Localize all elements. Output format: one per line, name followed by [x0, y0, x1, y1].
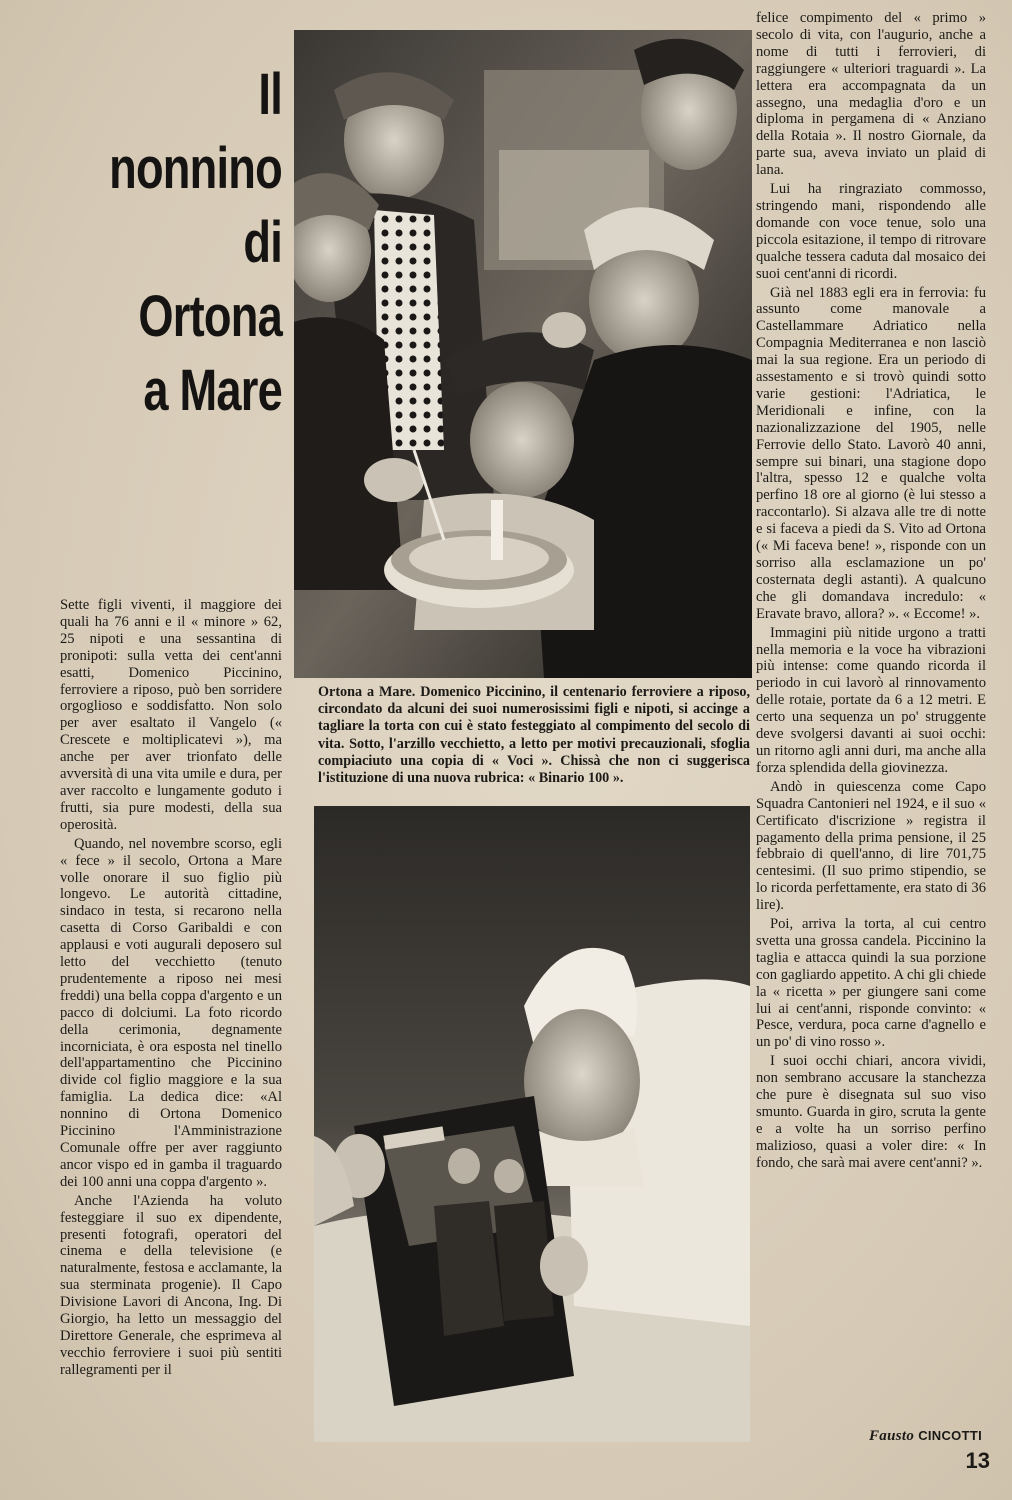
- article-paragraph: felice compimento del « primo » secolo di vita, con l'augurio, anche a nome di tutti i ferrovieri, di raggiungere « ulteriori traguardi ». La lettera era accompagnata da un assegno, una medaglia d'oro e un diploma in pergamena di « Anziano della Rotaia ». Il nostro Giornale, da parte sua, aveva inviato un plaid di lana.: [756, 10, 986, 179]
- headline-line: a Mare: [143, 358, 282, 423]
- headline-line: nonnino: [109, 136, 282, 201]
- photo-cake-celebration: [294, 30, 752, 678]
- headline-line: Ortona: [138, 284, 282, 349]
- article-column-right: [756, 10, 986, 1174]
- article-column-left: [60, 597, 282, 1381]
- article-paragraph: Poi, arriva la torta, al cui centro svetta una grossa candela. Piccinino la taglia e attacca quindi la sua porzione con gagliardo appetito. A chi gli chiede la « ricetta » per giungere sani come lui ai cent'anni, risponde convinto: « Pesce, verdura, poca carne d'agnello e un po' di vino rosso ».: [756, 916, 986, 1051]
- photo-reading-magazine: [314, 806, 750, 1442]
- author-byline: [869, 1428, 982, 1445]
- article-paragraph: Andò in quiescenza come Capo Squadra Cantonieri nel 1924, e il suo « Certificato d'iscrizione » registra il pagamento della prima pensione, il 25 febbraio di quell'anno, di lire 701,75 centesimi. (Il suo primo stipendio, se lo ricorda perfettamente, era stato di 36 lire).: [756, 778, 986, 914]
- article-paragraph: Sette figli viventi, il maggiore dei quali ha 76 anni e il « minore » 62, 25 nipoti e una sessantina di pronipoti: sulla vetta dei cent'anni esatti, Domenico Piccinino, ferroviere a riposo, può ben sorridere orgoglioso e soddisfatto. Non solo per aver esaltato il Vangelo (« Crescete e moltiplicatevi »), ma anche per aver trionfato delle avversità di una vita umile e dura, per aver raccolto e lungamente goduto i frutti, sia pure modesti, della sua operosità.: [60, 597, 282, 833]
- author-first-name: Fausto: [868, 1428, 915, 1444]
- photo-reading-graphic: [314, 806, 750, 1442]
- article-paragraph: I suoi occhi chiari, ancora vividi, non sembrano accusare la stanchezza che pure è disegnata sul suo viso smunto. Guarda in giro, scruta la gente e a volte ha un sorriso perfino malizioso, quasi a voler dire: « In fondo, che sarà mai avere cent'anni? ».: [756, 1053, 986, 1171]
- page-number: 13: [965, 1448, 990, 1473]
- headline: [60, 58, 282, 428]
- photo-caption: Ortona a Mare. Domenico Piccinino, il centenario ferroviere a riposo, circondato da alcuni dei suoi numerosissimi figli e nipoti, si accinge a tagliare la torta con cui è stato festeggiato al compimento del secolo di vita. Sotto, l'arzillo vecchietto, a letto per motivi precauzionali, sfoglia compiaciuto una copia di « Voci ». Chissà che non ci suggerisca l'istituzione di una nuova rubrica: « Binario 100 ».: [318, 684, 750, 787]
- author-last-name: CINCOTTI: [918, 1428, 982, 1443]
- photo-cake-graphic: [294, 30, 752, 678]
- article-paragraph: Già nel 1883 egli era in ferrovia: fu assunto come manovale a Castellammare Adriatico nella Compagnia Mediterranea e non lasciò mai la sua regione. Era un periodo di assestamento e si trovò quindi sotto varie gestioni: l'Adriatica, le Meridionali e infine, con la nazionalizzazione del 1905, nelle Ferrovie dello Stato. Lavorò 40 anni, sempre sui binari, una stagione dopo l'altra, spesso 12 e qualche volta perfino 18 ore al giorno (è lui stesso a raccontarlo). Si alzava alle tre di notte e si faceva a piedi da S. Vito ad Ortona (« Mi faceva bene! », risponde con un sorriso alla esclamazione un po' costernata degli astanti). A qualcuno che gli domandava incredulo: « Eravate bravo, allora? ». « Eccome! ».: [756, 284, 986, 622]
- headline-line: Il: [258, 62, 282, 127]
- article-paragraph: Anche l'Azienda ha voluto festeggiare il suo ex dipendente, presenti fotografi, operatori del cinema e della televisione (e naturalmente, festosa e acclamante, la sua sterminata progenie). Il Capo Divisione Lavori di Ancona, Ing. Di Giorgio, ha letto un messaggio del Direttore Generale, che esprimeva al vecchio ferroviere i suoi più sentiti rallegramenti per il: [60, 1192, 282, 1378]
- headline-line: di: [243, 210, 282, 275]
- article-paragraph: Immagini più nitide urgono a tratti nella memoria e la voce ha vibrazioni più intense: come quando ricorda il periodo in cui lavorò al rinnovamento delle rotaie, portate da 6 a 12 metri. E certo una sequenza un po' struggente deve svolgersi davanti ai suoi occhi: un ritorno agli anni duri, ma anche alla forza splendida della giovinezza.: [756, 624, 986, 776]
- article-paragraph: Quando, nel novembre scorso, egli « fece » il secolo, Ortona a Mare volle onorare il suo figlio più longevo. Le autorità cittadine, sindaco in testa, si recarono nella casetta di Corso Garibaldi e con applausi e voti augurali deposero sul letto del vecchietto (tenuto prudentemente a riposo nei mesi freddi) una bella coppa d'argento e un pacco di dolciumi. La foto ricordo della cerimonia, degnamente incorniciata, è ora esposta nel tinello dell'appartamentino che Piccinino divide col figlio maggiore e la sua famiglia. La dedica dice: «Al nonnino di Ortona Domenico Piccinino l'Amministrazione Comunale offre per aver raggiunto ancor vispo ed in gamba il traguardo dei 100 anni una coppa d'argento ».: [60, 835, 282, 1190]
- article-paragraph: Lui ha ringraziato commosso, stringendo mani, rispondendo alle domande con voce tenue, solo una piccola esitazione, il tempo di ritrovare qualche tessera caduta dal mosaico dei suoi cent'anni di ricordi.: [756, 181, 986, 282]
